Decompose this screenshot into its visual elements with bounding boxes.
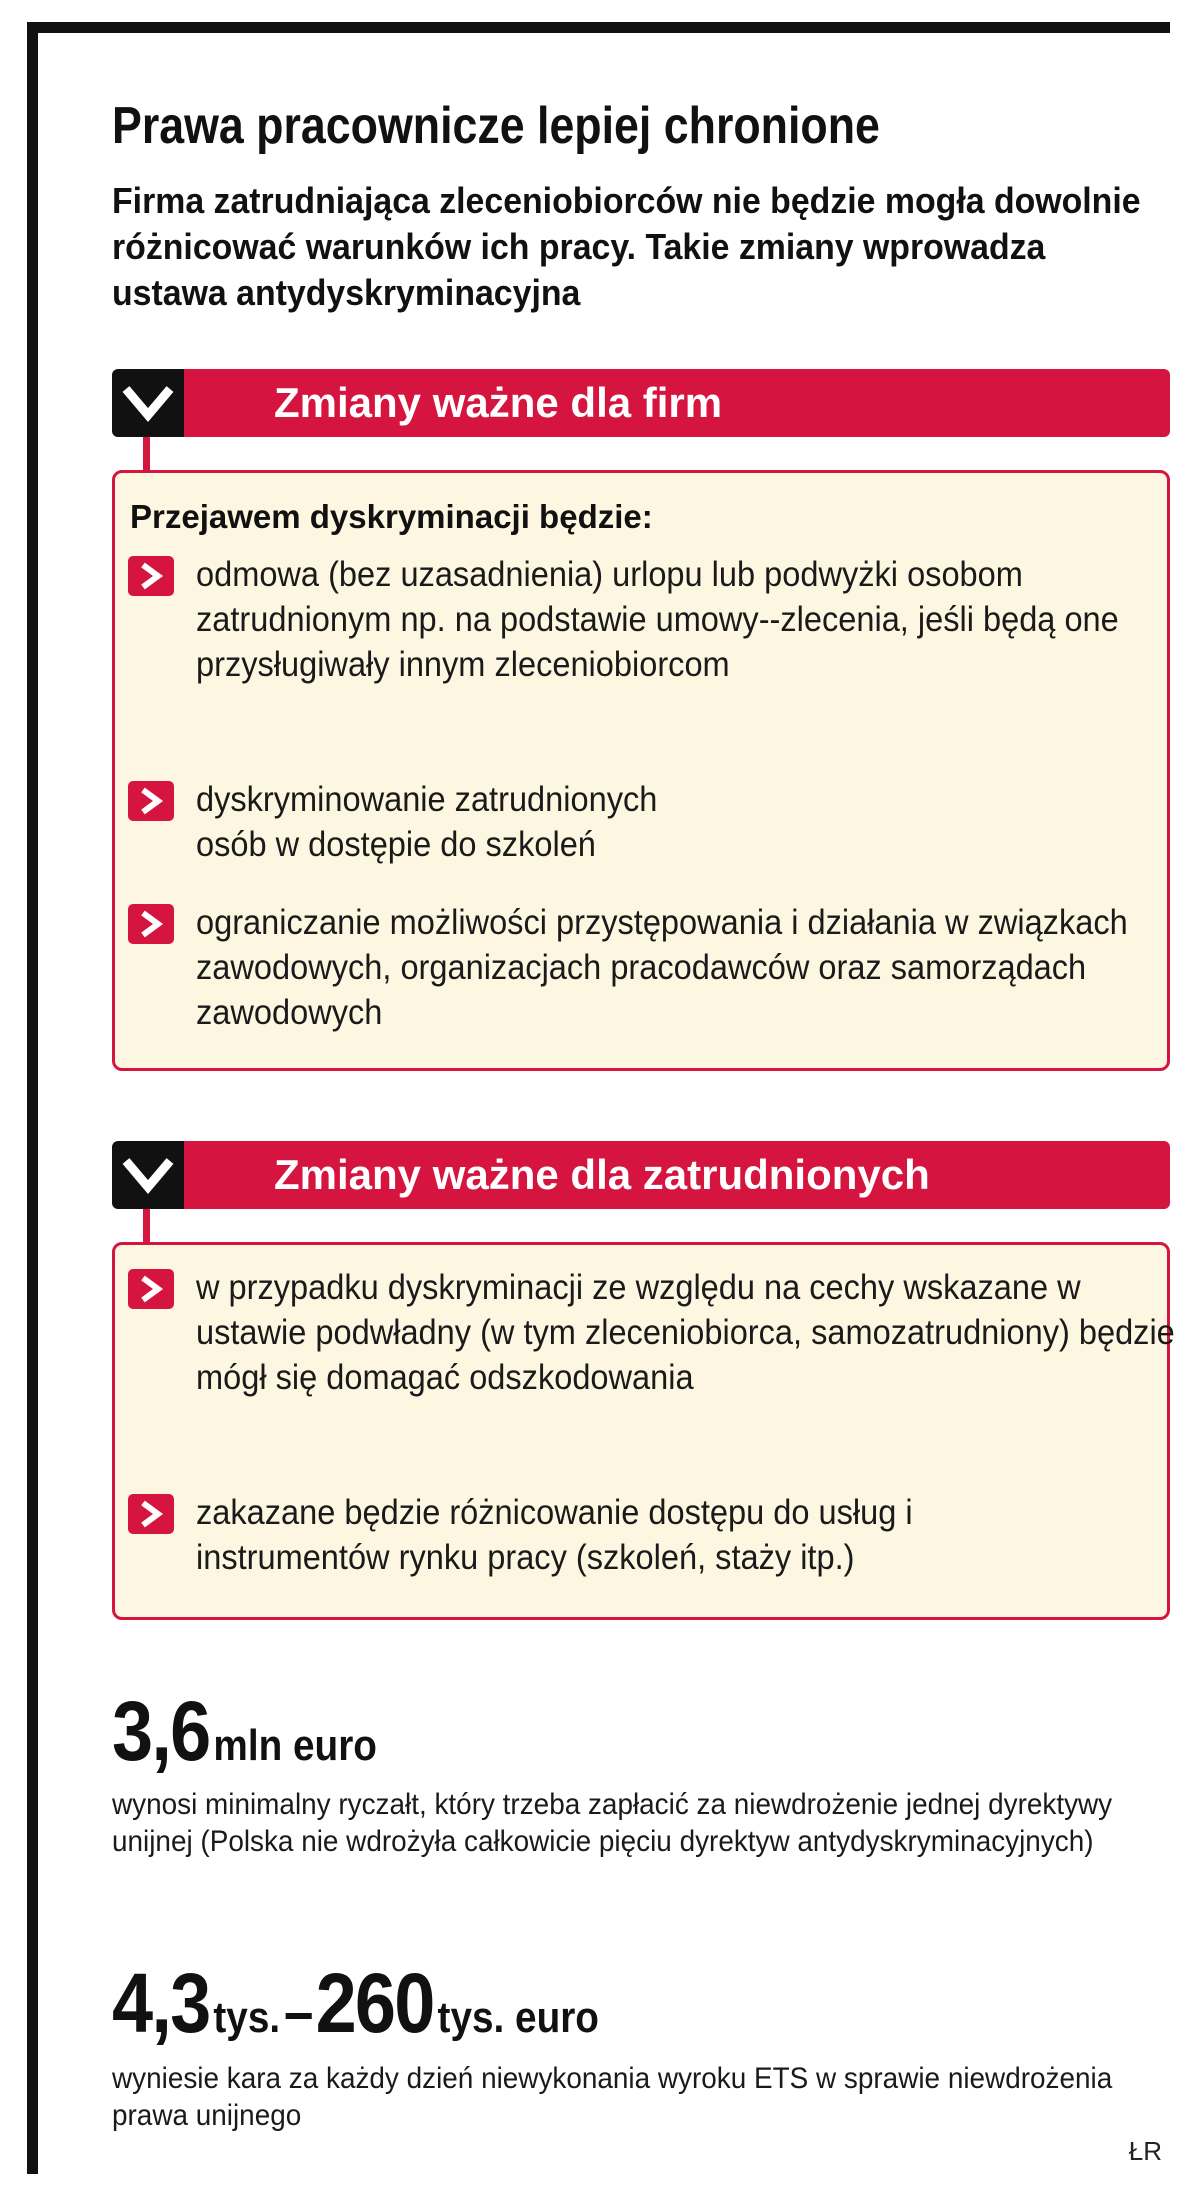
section-header-employees <box>112 1141 1170 1209</box>
chevron-down-icon <box>122 1151 174 1199</box>
chevron-right-icon <box>138 910 164 938</box>
stat-dash: – <box>284 1978 312 2045</box>
stat-unit-to: tys. euro <box>437 1993 599 2042</box>
chevron-down-icon <box>122 379 174 427</box>
page-title: Prawa pracownicze lepiej chronione <box>112 97 880 155</box>
box-heading: Przejawem dyskryminacji będzie: <box>130 498 653 535</box>
frame-left-rule <box>27 22 38 2174</box>
list-item-text: zakazane będzie różnicowanie dostępu do usług i instrumentów rynku pracy (szkoleń, staży itp.) <box>196 1493 913 1577</box>
chevron-right-icon <box>138 1500 164 1528</box>
chevron-right-icon <box>138 562 164 590</box>
stat-value-from: 4,3 <box>112 1956 210 2050</box>
stat-figure <box>112 1686 377 1776</box>
section-header-label: Zmiany ważne dla zatrudnionych <box>274 1151 930 1198</box>
list-item-text: dyskryminowanie zatrudnionych osób w dostępie do szkoleń <box>196 780 658 864</box>
list-item-text: w przypadku dyskryminacji ze względu na cechy wskazane w ustawie podwładny (w tym zleceniobiorca, samozatrudniony) będzie mógł się domagać odszkodowania <box>196 1268 1175 1397</box>
chevron-right-icon <box>138 787 164 815</box>
connector-line <box>143 1209 150 1245</box>
list-item-text: ograniczanie możliwości przystępowania i działania w związkach zawodowych, organizacjach pracodawców oraz samorządach zawodowych <box>196 903 1128 1032</box>
stat-unit: mln euro <box>213 1721 377 1770</box>
page-subtitle: Firma zatrudniająca zleceniobiorców nie będzie mogła dowolnie różnicować warunków ich pracy. Takie zmiany wprowadza ustawa antydyskryminacyjna <box>112 180 1141 313</box>
section-header-firms <box>112 369 1170 437</box>
section-header-label: Zmiany ważne dla firm <box>274 379 723 426</box>
stat-description: wynosi minimalny ryczałt, który trzeba zapłacić za niewdrożenie jednej dyrektywy unijnej (Polska nie wdrożyła całkowicie pięciu dyrektyw antydyskryminacyjnych) <box>112 1788 1113 1858</box>
stat-description: wyniesie kara za każdy dzień niewykonania wyroku ETS w sprawie niewdrożenia prawa unijnego <box>112 2062 1113 2132</box>
author-credit: ŁR <box>1128 2136 1162 2166</box>
connector-line <box>143 437 150 473</box>
stat-value: 3,6 <box>112 1684 210 1778</box>
stat-value-to: 260 <box>315 1956 434 2050</box>
frame-top-rule <box>27 22 1170 33</box>
stat-figure <box>112 1958 599 2057</box>
chevron-right-icon <box>138 1275 164 1303</box>
stat-unit-from: tys. <box>213 1993 281 2042</box>
list-item-text: odmowa (bez uzasadnienia) urlopu lub podwyżki osobom zatrudnionym np. na podstawie umowy--zlecenia, jeśli będą one przysługiwały innym zleceniobiorcom <box>196 555 1119 684</box>
